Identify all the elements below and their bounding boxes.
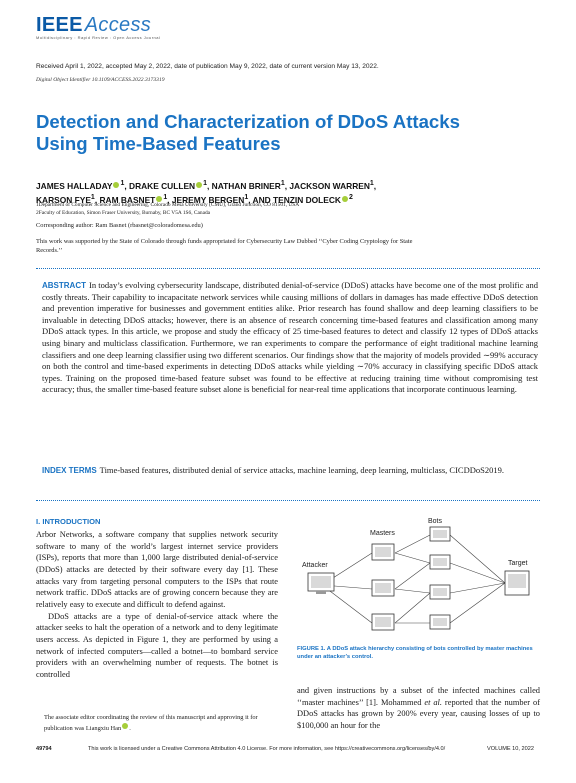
license-notice[interactable]: This work is licensed under a Creative Commons Attribution 4.0 License. For more information, see https://creativecommons.org/licenses/by/4.0/ <box>88 746 446 752</box>
publication-dates: Received April 1, 2022, accepted May 2, 2022, date of publication May 9, 2022, date of current version May 13, 2022. <box>36 63 379 70</box>
figure-caption: FIGURE 1. A DDoS attack hierarchy consisting of bots controlled by master machines under an attacker’s control. <box>297 646 533 660</box>
corresponding-author: Corresponding author: Ram Basnet (rbasnet@coloradomesa.edu) <box>36 222 203 229</box>
abstract-label: ABSTRACT <box>42 281 86 290</box>
section-heading-introduction: I. INTRODUCTION <box>36 517 101 526</box>
affiliation-1: 1Department of Computer Science and Engineering, Colorado Mesa University (CMU), Grand Junction, CO 81501, USA <box>36 202 300 208</box>
orcid-icon[interactable] <box>113 182 119 188</box>
intro-paragraph-1: Arbor Networks, a software company that supplies network security software to many of the world’s largest internet service providers (ISPs), reports that more than 1,000 large distributed denial-of-service (DDoS) attacks are detected by their software every day [1]. These attacks vary from targeting personal computers to the ISPs that route network traffic. DDoS attacks are of growing concern because they are relatively easy to execute and difficult to defend against. <box>36 530 278 609</box>
intro-paragraph-2: DDoS attacks are a type of denial-of-service attack where the attacker seeks to halt the operation of a network and to deny legitimate users access. As depicted in Figure 1, they are performed by using a network of infected computers—called a botnet—to bombard service providers with an overwhelming number of requests. The botnet is controlled <box>36 611 278 679</box>
abstract <box>42 280 538 396</box>
index-terms <box>42 465 538 477</box>
orcid-icon[interactable] <box>342 196 348 202</box>
orcid-icon[interactable] <box>156 196 162 202</box>
editor-footnote: The associate editor coordinating the review of this manuscript and approving it for publication was Liangxiu Han . <box>44 714 258 732</box>
paper-title: Detection and Characterization of DDoS Attacks Using Time-Based Features <box>36 111 460 154</box>
target-server-icon <box>505 571 529 595</box>
volume-label: VOLUME 10, 2022 <box>487 746 534 752</box>
page-number: 49794 <box>36 746 52 752</box>
index-terms-text: Time-based features, distributed denial of service attacks, machine learning, deep learning, multiclass, CICDDoS2019. <box>99 465 504 475</box>
left-column <box>36 529 278 681</box>
bot-computer-icons <box>430 527 450 629</box>
target-label: Target <box>508 560 528 567</box>
attacker-computer-icon <box>308 573 334 594</box>
orcid-icon[interactable] <box>122 723 128 729</box>
author-line-2: KARSON FYE$^1$, RAM BASNET $^1$, JEREMY BERGEN$^1$, AND TENZIN DOLECK $^2$ <box>36 193 353 205</box>
right-column <box>297 685 540 732</box>
attacker-label: Attacker <box>302 562 328 569</box>
masters-label: Masters <box>370 530 395 537</box>
funding-note: This work was supported by the State of Colorado through funds appropriated for Cybersecurity Law Dubbed ‘‘Cyber Coding Cryptology for State Records.’’ <box>36 238 413 254</box>
index-terms-label: INDEX TERMS <box>42 466 97 475</box>
author-line-1: JAMES HALLADAY $^1$, DRAKE CULLEN $^1$, NATHAN BRINER$^1$, JACKSON WARREN$^1$, <box>36 180 377 191</box>
logo-strong: IEEE <box>36 14 83 36</box>
bots-label: Bots <box>428 518 443 525</box>
divider-top <box>36 268 540 269</box>
abstract-text: In today’s evolving cybersecurity landscape, distributed denial-of-service (DDoS) attacks have become one of the most prolific and costly threats. Their capability to incapacitate network services while causing millions of dollars in damages has made effective DDoS detection and prevention imperative for businesses and government entities alike. Prior research has found shallow and deep learning classifiers to be invaluable in detecting DDoS attacks; however, there is an absence of research concerning time-based features and classification among many DDoS attack types. In this article, we propose and study the efficacy of 25 time-based features to detect and classify 12 types of DDoS attacks using binary and multiclass classification. Furthermore, we ran experiments to compare the performance of eight traditional machine learning classifiers and one deep learning classifier using two different scenarios. Our findings show that the majority of models provided ∼99% accuracy on both the control and time-based experiments in detecting DDoS attacks while yielding ∼70% accuracy in classifying specific DDoS attack types. Training on the proposed time-based feature subset was found to be effective at reducing training time without compromising test accuracy; thus, the smaller time-based feature subset alone is beneficial for near-real time applications that incorporate continuous learning. <box>42 280 538 395</box>
orcid-icon[interactable] <box>196 182 202 188</box>
journal-logo <box>36 14 151 37</box>
figure-1-diagram <box>300 513 540 641</box>
intro-continuation: and given instructions by a subset of the infected machines called ‘‘master machines’’ [1]. Mohammed et al. reported that the number of DDoS attacks has grown by 200% every year, causing losses of up to $100,000 an hour for the <box>297 686 540 730</box>
logo-tagline: Multidisciplinary : Rapid Review : Open Access Journal <box>36 35 161 40</box>
divider-bottom <box>36 500 540 501</box>
doi: Digital Object Identifier 10.1109/ACCESS.2022.3173319 <box>36 77 165 83</box>
affiliation-2: 2Faculty of Education, Simon Fraser University, Burnaby, BC V5A 1S6, Canada <box>36 210 211 216</box>
logo-light: Access <box>84 14 152 36</box>
